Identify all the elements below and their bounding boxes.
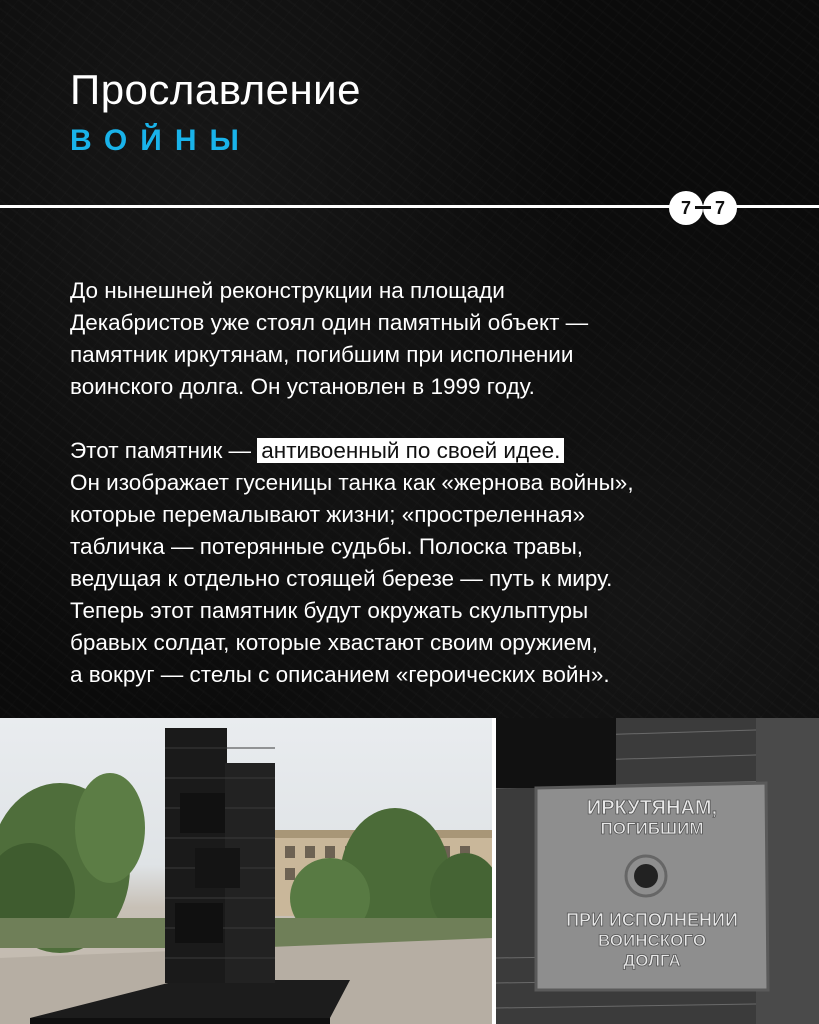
text-line: Он изображает гусеницы танка как «жернова войны»,: [70, 470, 634, 495]
text-line: Декабристов уже стоял один памятный объект —: [70, 310, 589, 335]
page-title: Прославление: [70, 66, 361, 113]
page-subtitle: ВОЙНЫ: [70, 124, 252, 157]
paragraph-2: [70, 435, 770, 691]
body-text: [70, 275, 770, 723]
text-plain: Этот памятник —: [70, 438, 258, 463]
page-current: 7: [669, 191, 703, 225]
page-separator: [695, 206, 711, 209]
text-line: воинского долга. Он установлен в 1999 году.: [70, 374, 535, 399]
plaque-photo-illustration: [496, 718, 819, 1024]
paragraph-1: [70, 275, 770, 403]
text-line-highlighted: [70, 435, 770, 467]
text-line: которые перемалывают жизни; «простреленная»: [70, 502, 585, 527]
plaque-photo: [496, 718, 819, 1024]
plaque-text-5: ДОЛГА: [623, 951, 681, 970]
plaque-text-4: ВОИНСКОГО: [597, 931, 707, 950]
monument-photo: [0, 718, 492, 1024]
highlighted-phrase: антивоенный по своей идее.: [257, 438, 564, 463]
text-line: бравых солдат, которые хвастают своим оружием,: [70, 630, 598, 655]
page-counter: [669, 191, 749, 225]
text-line: Теперь этот памятник будут окружать скульптуры: [70, 598, 589, 623]
monument-photo-illustration: [0, 718, 492, 1024]
plaque-text-3: ПРИ ИСПОЛНЕНИИ: [566, 910, 738, 930]
plaque-text-1: ИРКУТЯНАМ,: [586, 797, 718, 819]
text-line: а вокруг — стелы с описанием «героических войн».: [70, 662, 610, 687]
page-total: 7: [703, 191, 737, 225]
text-line: табличка — потерянные судьбы. Полоска травы,: [70, 534, 584, 559]
plaque-text-2: ПОГИБШИМ: [600, 819, 704, 838]
text-line: До нынешней реконструкции на площади: [70, 278, 505, 303]
text-line: ведущая к отдельно стоящей березе — путь к миру.: [70, 566, 613, 591]
text-line: памятник иркутянам, погибшим при исполнении: [70, 342, 574, 367]
